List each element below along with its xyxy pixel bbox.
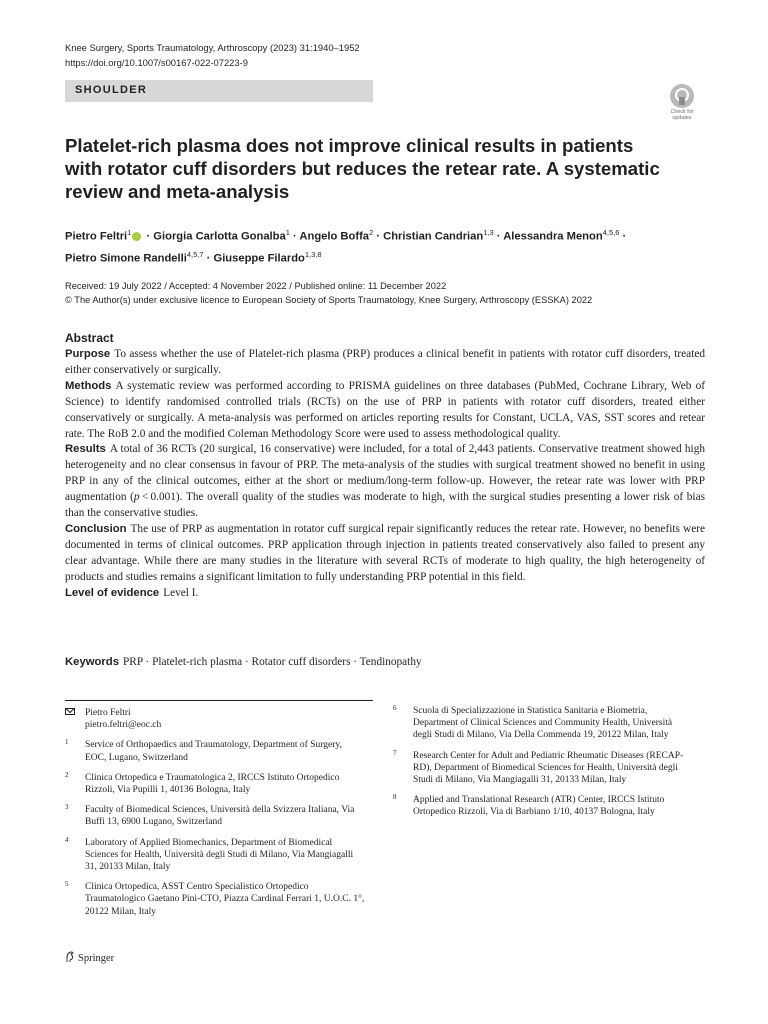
correspondence-name: Pietro Feltri [85, 708, 131, 718]
conclusion-label: Conclusion [65, 522, 127, 535]
affiliation-item [65, 881, 365, 918]
abstract-methods [65, 379, 705, 443]
affiliation-text: Clinica Ortopedica e Traumatologica 2, IRCCS Istituto Ortopedico Rizzoli, Via Pupilli 1, 40136 Bologna, Italy [85, 772, 340, 796]
author-affiliation-marker: 1 [285, 228, 290, 237]
publisher-name: Springer [78, 953, 115, 964]
affiliation-item [65, 804, 365, 828]
copyright-notice: © The Author(s) under exclusive licence to European Society of Sports Traumatology, Knee Surgery, Arthroscopy (ESSKA) 2022 [65, 295, 593, 305]
author-affiliation-marker: 1,3,8 [304, 249, 322, 259]
author-name[interactable]: Pietro Simone Randelli [65, 252, 187, 265]
publication-dates [65, 279, 715, 307]
affiliation-text: Applied and Translational Research (ATR) Center, IRCCS Istituto Ortopedico Rizzoli, Via di Barbiano 1/10, 40137 Bologna, Italy [413, 795, 665, 818]
author-name[interactable]: Pietro Feltri [65, 230, 128, 243]
author-name[interactable]: Christian Candrian [383, 230, 484, 243]
purpose-label: Purpose [65, 348, 111, 360]
affiliation-item [393, 750, 693, 787]
abstract-results [65, 442, 705, 522]
section-band [65, 80, 373, 102]
author-name[interactable]: Giorgia Carlotta Gonalba [153, 230, 286, 243]
abstract-conclusion [65, 522, 705, 586]
affiliation-item [393, 705, 693, 742]
check-for-updates-badge[interactable] [665, 84, 699, 124]
affiliation-number: 2 [65, 770, 69, 779]
correspondence-email[interactable]: pietro.feltri@eoc.ch [85, 720, 162, 731]
affiliation-number: 8 [393, 793, 397, 802]
p-value-symbol: p [133, 491, 140, 504]
results-text-b: < 0.001). The overall quality of the studies was moderate to high, with the surgical studies presenting a lower risk of bias than the conservative studies. [65, 491, 705, 520]
affiliation-item [393, 794, 693, 818]
purpose-text: To assess whether the use of Platelet-rich plasma (PRP) produces a clinical benefit in patients with rotator cuff disorders, treated either conservatively or surgically. [65, 348, 705, 376]
author-name[interactable]: Angelo Boffa [299, 230, 370, 243]
abstract-block [65, 330, 705, 602]
affiliation-number: 1 [65, 738, 69, 747]
level-text: Level I. [163, 586, 199, 599]
affiliation-number: 3 [65, 803, 69, 812]
affiliation-text: Service of Orthopaedics and Traumatology, Department of Surgery, EOC, Lugano, Switzerland [85, 740, 342, 763]
keywords [65, 655, 705, 670]
journal-header [65, 40, 360, 70]
affiliation-number: 7 [393, 748, 397, 757]
author-affiliation-marker: 4,5,6 [602, 228, 620, 237]
methods-text: A systematic review was performed according to PRISMA guidelines on three databases (PubMed, Cochrane Library, Web of Science) to identify randomised controlled trials (RCTs) on the use of PRP in patients with rotator cuff disorders, treated either conservatively or surgically. A meta-analysis was performed on articles reporting results for Constant, UCLA, VAS, SST scores and retear rate. The RoB 2.0 and the modified Coleman Methodology Score were used to assess methodological quality. [65, 379, 705, 440]
affiliation-item [65, 739, 365, 763]
level-label: Level of evidence [65, 586, 160, 599]
author-affiliation-marker: 1,3 [483, 228, 494, 237]
envelope-icon [65, 708, 75, 715]
affiliations-left-column [65, 707, 365, 926]
affiliation-number: 6 [393, 704, 397, 712]
affiliation-item [65, 772, 365, 796]
abstract-heading: Abstract [65, 331, 114, 345]
footnote-divider [65, 700, 373, 701]
springer-horse-icon [65, 951, 75, 963]
doi-link[interactable]: https://doi.org/10.1007/s00167-022-07223-9 [65, 57, 248, 68]
keywords-text: PRP · Platelet-rich plasma · Rotator cuff disorders · Tendinopathy [123, 656, 422, 668]
orcid-icon[interactable] [132, 232, 141, 241]
affiliation-text: Laboratory of Applied Biomechanics, Department of Biomedical Sciences for Health, Università degli Studi di Milano, Via Mangiagalli 31, 20133 Milan, Italy [85, 837, 354, 873]
affiliation-text: Clinica Ortopedica, ASST Centro Specialistico Ortopedico Traumatologico Gaetano Pini-CTO, Piazza Cardinal Ferrari 1, U.O.C. 1°, 20122 Milan, Italy [85, 882, 365, 917]
correspondence [65, 707, 365, 731]
author-affiliation-marker: 4,5,7 [186, 249, 204, 259]
section-label: SHOULDER [75, 84, 148, 96]
author-list: Pietro Feltri$^1$ · Giorgia Carlotta Gonalba$^1$ · Angelo Boffa$^2$ · Christian Candrian$^{1,3}$ · Alessandra Menon$^{4,5,6}$ · Pietro Simone Randelli$^{4,5,7}$ · Giuseppe Filardo$^{1,3,8}$ [65, 228, 627, 265]
affiliation-text: Research Center for Adult and Pediatric Rheumatic Diseases (RECAP-RD), Department of Biomedical Sciences for Health, Università degli Studi di Milano, Via Mangiagalli 31, 20133 Milan, Italy [413, 750, 684, 786]
publisher-footer [65, 951, 114, 967]
affiliation-item [65, 837, 365, 874]
affiliation-text: Scuola di Specializzazione in Statistica Sanitaria e Biometria, Department of Clinical Sciences and Community Health, Università degli Studi di Milano, Via Della Commenda 19, 20122 Milan, Italy [413, 706, 673, 741]
history-dates: Received: 19 July 2022 / Accepted: 4 November 2022 / Published online: 11 December 2022 [65, 281, 447, 291]
affiliation-number: 5 [65, 880, 69, 889]
affiliation-number: 4 [65, 835, 69, 844]
journal-citation: Knee Surgery, Sports Traumatology, Arthroscopy (2023) 31:1940–1952 [65, 42, 360, 53]
conclusion-text: The use of PRP as augmentation in rotator cuff surgical repair significantly reduces the retear rate. However, no benefits were documented in terms of clinical outcomes. PRP application through injection in patients treated conservatively also failed to present any clear advantage. While there are many studies in the literature with several RCTs of moderate to high quality, the high heterogeneity of products and studies remains a significant limitation to fully understanding PRP potential in this field. [65, 522, 705, 583]
article-title: Platelet-rich plasma does not improve clinical results in patients with rotator cuff disorders but reduces the retear rate. A systematic review and meta-analysis [65, 135, 660, 202]
author-name[interactable]: Alessandra Menon [503, 230, 603, 243]
results-label: Results [65, 443, 106, 456]
affiliations-right-column [393, 705, 693, 827]
affiliation-text: Faculty of Biomedical Sciences, Università della Svizzera Italiana, Via Buffi 13, 6900 Lugano, Switzerland [85, 805, 355, 828]
author-affiliation-marker: 2 [369, 228, 374, 237]
author-name[interactable]: Giuseppe Filardo [213, 252, 305, 265]
check-for-updates-icon [670, 84, 694, 108]
abstract-level [65, 586, 705, 602]
author-affiliation-marker: 1 [127, 228, 132, 237]
keywords-label: Keywords [65, 656, 119, 668]
check-for-updates-line2: updates [672, 115, 692, 121]
results-text-a: A total of 36 RCTs (20 surgical, 16 conservative) were included, for a total of 2,443 patients. Conservative treatment showed high heterogeneity and no clear consensus in favour of PRP. The meta-analysis of the studies with surgical treatment showed no benefit in using PRP in any of the clinical outcomes, either at the short or medium/long-term follow-up. However, the retear rate was lower with PRP augmentation ( [65, 443, 705, 504]
abstract-purpose [65, 347, 705, 379]
check-for-updates-line1: Check for [670, 109, 694, 115]
methods-label: Methods [65, 379, 112, 392]
